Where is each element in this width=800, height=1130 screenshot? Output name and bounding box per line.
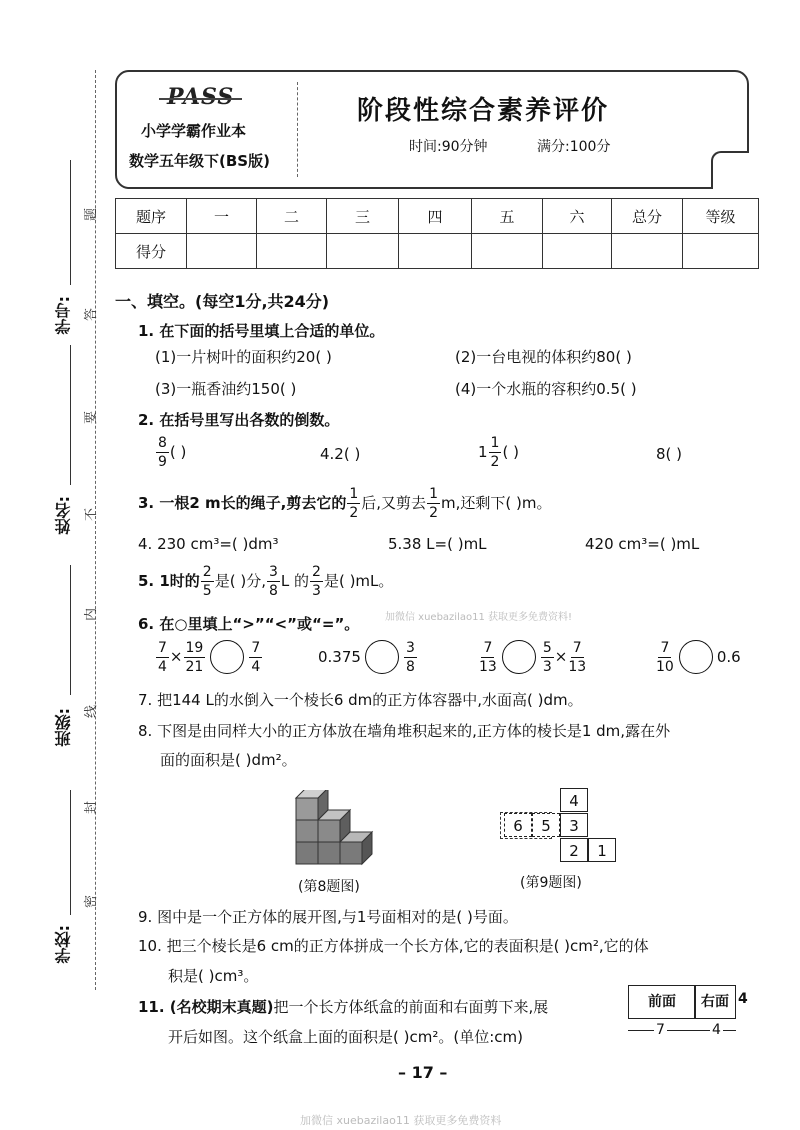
q1-stem: 1. 在下面的括号里填上合适的单位。 <box>138 322 385 340</box>
fraction: $\frac{3}{8}$ <box>405 639 415 675</box>
q3[interactable]: 3. 一根2 m长的绳子,剪去它的 $\frac{1}{2}$ 后,又剪去 $\frac{1}{2}$ m,还剩下( )m。 <box>138 486 552 521</box>
q8-line2[interactable]: 面的面积是( )dm²。 <box>160 751 297 769</box>
score-header-cell: 六 <box>543 199 612 234</box>
page-number: – 17 – <box>398 1063 448 1082</box>
net-face-5: 5 <box>532 813 560 837</box>
score-header-cell: 五 <box>472 199 543 234</box>
fraction: $\frac{1}{2}$ <box>490 435 500 470</box>
brand-name: 小学学霸作业本 <box>141 122 247 140</box>
fraction: $\frac{1}{2}$ <box>349 486 359 521</box>
q6-item-b[interactable]: 0.375 $\frac{3}{8}$ <box>318 639 415 675</box>
student-no-line[interactable] <box>70 160 71 285</box>
full-score: 满分:100分 <box>537 139 611 155</box>
q2-item-4[interactable]: 8( ) <box>656 445 683 463</box>
score-cell[interactable] <box>612 234 683 269</box>
page-title: 阶段性综合素养评价 <box>357 96 610 126</box>
score-cell[interactable] <box>187 234 257 269</box>
q6-stem: 6. 在○里填上“>”“<”或“=”。 <box>138 615 360 633</box>
watermark: 加微信 xuebazilao11 获取更多免费资料! <box>385 612 573 623</box>
score-header-cell: 等级 <box>683 199 759 234</box>
fraction: $\frac{1}{2}$ <box>429 486 438 521</box>
fig9-caption: (第9题图) <box>520 875 582 891</box>
compare-circle[interactable] <box>365 640 399 674</box>
q2-stem: 2. 在括号里写出各数的倒数。 <box>138 411 340 429</box>
q6-item-d[interactable]: $\frac{7}{10}$ 0.6 <box>656 639 741 675</box>
fig11-width-front: 7 <box>656 1022 665 1038</box>
fig11 <box>628 985 748 1045</box>
fig11-right-face: 右面 <box>694 985 736 1019</box>
fraction: $\frac{7}{13}$ <box>479 639 497 675</box>
fig11-width-right: 4 <box>712 1022 721 1038</box>
fraction: $\frac{8}{9}$ <box>158 435 167 470</box>
q1-item-a[interactable]: (1)一片树叶的面积约20( ) <box>155 348 332 366</box>
net-face-4: 4 <box>560 788 588 812</box>
pass-logo: PASS <box>167 84 235 110</box>
score-row-label: 得分 <box>116 234 187 269</box>
fraction: $\frac{7}{4}$ <box>251 639 261 675</box>
fraction: $\frac{5}{3}$ <box>542 639 552 675</box>
score-cell[interactable] <box>399 234 472 269</box>
q10-line2[interactable]: 积是( )cm³。 <box>168 967 259 985</box>
exam-time: 时间:90分钟 <box>409 139 488 155</box>
q7[interactable]: 7. 把144 L的水倒入一个棱长6 dm的正方体容器中,水面高( )dm。 <box>138 691 583 709</box>
q4-item-a[interactable]: 4. 230 cm³=( )dm³ <box>138 535 279 553</box>
q4-item-b[interactable]: 5.38 L=( )mL <box>388 535 487 553</box>
fig8-cubes <box>290 790 390 868</box>
q10-line1[interactable]: 10. 把三个棱长是6 cm的正方体拼成一个长方体,它的表面积是( )cm²,它的体 <box>138 937 649 955</box>
student-no-label: 学号: <box>54 296 73 335</box>
fig8-caption: (第8题图) <box>298 879 360 895</box>
fig11-front-face: 前面 <box>628 985 696 1019</box>
q2-item-1[interactable]: $\frac{8}{9}$ ( ) <box>158 435 187 470</box>
seal-char: 不 <box>84 507 100 522</box>
q1-item-b[interactable]: (2)一台电视的体积约80( ) <box>455 348 632 366</box>
compare-circle[interactable] <box>210 640 244 674</box>
q9[interactable]: 9. 图中是一个正方体的展开图,与1号面相对的是( )号面。 <box>138 908 518 926</box>
q5[interactable]: 5. 1时的 $\frac{2}{5}$ 是( )分, $\frac{3}{8}$ L 的 $\frac{2}{3}$ 是( )mL。 <box>138 564 394 599</box>
q8-line1: 8. 下图是由同样大小的正方体放在墙角堆积起来的,正方体的棱长是1 dm,露在外 <box>138 722 671 740</box>
seal-char: 题 <box>84 207 100 222</box>
q11-line2[interactable]: 开后如图。这个纸盒上面的面积是( )cm²。(单位:cm) <box>168 1028 523 1046</box>
page-fold-corner <box>711 151 749 189</box>
fraction: $\frac{7}{10}$ <box>656 639 674 675</box>
name-line[interactable] <box>70 345 71 485</box>
score-header-cell: 三 <box>327 199 399 234</box>
header-divider <box>297 82 298 177</box>
score-header-cell: 总分 <box>612 199 683 234</box>
seal-char: 密 <box>84 894 100 909</box>
net-face-2: 2 <box>560 838 588 862</box>
score-header-cell: 四 <box>399 199 472 234</box>
score-cell[interactable] <box>257 234 327 269</box>
q6-item-a[interactable]: $\frac{7}{4}$ × $\frac{19}{21}$ $\frac{7}{4}$ <box>158 639 261 675</box>
section-heading: 一、填空。(每空1分,共24分) <box>115 292 330 311</box>
net-face-3: 3 <box>560 813 588 837</box>
q11-line1: 11. (名校期末真题)把一个长方体纸盒的前面和右面剪下来,展 <box>138 998 549 1016</box>
class-label: 班级: <box>54 708 73 747</box>
score-table <box>115 198 759 269</box>
score-header-cell: 二 <box>257 199 327 234</box>
school-line[interactable] <box>70 790 71 915</box>
score-header-cell: 题序 <box>116 199 187 234</box>
score-cell[interactable] <box>543 234 612 269</box>
score-cell[interactable] <box>327 234 399 269</box>
footer-watermark: 加微信 xuebazilao11 获取更多免费资料 <box>300 1114 502 1127</box>
class-line[interactable] <box>70 565 71 695</box>
net-face-6: 6 <box>504 813 532 837</box>
fraction: $\frac{7}{4}$ <box>158 639 167 675</box>
compare-circle[interactable] <box>679 640 713 674</box>
fraction: $\frac{7}{13}$ <box>568 639 587 675</box>
seal-char: 要 <box>84 410 100 425</box>
header-card <box>115 70 749 189</box>
seal-char: 线 <box>84 704 100 719</box>
net-face-1: 1 <box>588 838 616 862</box>
grade-label: 数学五年级下(BS版) <box>129 152 270 170</box>
compare-circle[interactable] <box>502 640 536 674</box>
fraction: $\frac{3}{8}$ <box>268 564 278 599</box>
score-cell[interactable] <box>683 234 759 269</box>
fig11-height: 4 <box>738 991 748 1007</box>
score-header-cell: 一 <box>187 199 257 234</box>
fig9-net <box>490 785 620 870</box>
fraction: $\frac{19}{21}$ <box>185 639 204 675</box>
school-label: 学校: <box>54 925 73 964</box>
q1-item-c[interactable]: (3)一瓶香油约150( ) <box>155 380 297 398</box>
q1-item-d[interactable]: (4)一个水瓶的容积约0.5( ) <box>455 380 637 398</box>
seal-char: 封 <box>84 800 100 815</box>
q2-item-2[interactable]: 4.2( ) <box>320 445 361 463</box>
fraction: $\frac{2}{3}$ <box>312 564 321 599</box>
q2-item-3[interactable]: 1 $\frac{1}{2}$ ( ) <box>478 435 519 470</box>
score-cell[interactable] <box>472 234 543 269</box>
seal-char: 内 <box>84 607 100 622</box>
fraction: $\frac{2}{5}$ <box>202 564 212 599</box>
name-label: 姓名: <box>54 496 73 535</box>
q6-item-c[interactable]: $\frac{7}{13}$ $\frac{5}{3}$ × $\frac{7}{13}$ <box>479 639 587 675</box>
seal-char: 答 <box>84 307 100 322</box>
q4-item-c[interactable]: 420 cm³=( )mL <box>585 535 700 553</box>
